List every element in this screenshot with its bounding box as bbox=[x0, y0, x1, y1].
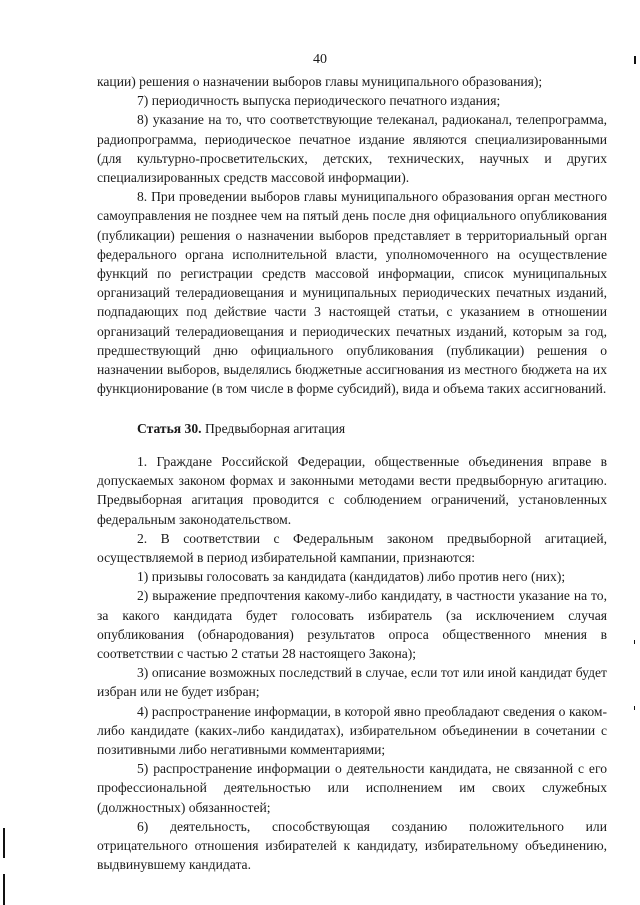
scan-edge-mark bbox=[634, 56, 636, 64]
article-title: Предвыборная агитация bbox=[204, 421, 346, 436]
scan-edge-mark bbox=[634, 640, 635, 644]
paragraph-item-2: 2) выражение предпочтения какому-либо кандидату, в частности указание на то, за какого кандидата будет голосовать избиратель (за исключением случая опубликования (обнародования) результатов опроса общественного мнения в соответствии с частью 2 статьи 28 настоящего Закона); bbox=[97, 588, 607, 662]
article-number: Статья 30. bbox=[137, 421, 202, 436]
paragraph-item-3: 3) описание возможных последствий в случае, если тот или иной кандидат будет избран или не будет избран; bbox=[97, 665, 607, 700]
body-text-top bbox=[97, 72, 607, 398]
scan-edge-mark bbox=[3, 828, 5, 858]
paragraph-continuation: кации) решения о назначении выборов главы муниципального образования); bbox=[97, 74, 543, 89]
paragraph-item-6: 6) деятельность, способствующая созданию положительного или отрицательного отношения избирателей к кандидату, избирательному объединению, выдвинувшему кандидата. bbox=[97, 818, 607, 873]
page-number: 40 bbox=[313, 52, 327, 67]
paragraph-item-5: 5) распространение информации о деятельности кандидата, не связанной с его профессиональной деятельностью или исполнением им своих служебных (должностных) обязанностей; bbox=[97, 761, 607, 815]
paragraph-item-7: 7) периодичность выпуска периодического печатного издания; bbox=[137, 93, 501, 109]
paragraph-item-1: 1) призывы голосовать за кандидата (кандидатов) либо против него (них); bbox=[137, 569, 566, 585]
paragraph-part-2: 2. В соответствии с Федеральным законом предвыборной агитацией, осуществляемой в период избирательной кампании, признаются: bbox=[97, 530, 607, 566]
body-text-bottom bbox=[97, 452, 607, 874]
paragraph-item-4: 4) распространение информации, в которой явно преобладают сведения о каком-либо кандидате (каких-либо кандидатах), избирательном объединении в сочетании с позитивными либо негативными комментариями; bbox=[97, 703, 607, 758]
scan-edge-mark bbox=[634, 706, 635, 710]
article-heading bbox=[137, 419, 345, 438]
scan-edge-mark bbox=[3, 874, 5, 905]
paragraph-part-1: 1. Граждане Российской Федерации, общественные объединения вправе в допускаемых законом формах и законными методами вести предвыборную агитацию. Предвыборная агитация проводится с соблюдением ограничений, установленных федеральным законодательством. bbox=[97, 454, 607, 527]
paragraph-part-8: 8. При проведении выборов главы муниципального образования орган местного самоуправления не позднее чем на пятый день после дня официального опубликования (публикации) решения о назначении выборов представляет в территориальный орган федерального органа исполнительной власти, уполномоченного на осуществление функций по регистрации средств массовой информации, список муниципальных организаций телерадиовещания и муниципальных периодических печатных изданий, подпадающих под действие части 3 настоящей статьи, с указанием в отношении организаций телерадиовещания и периодических печатных изданий, которым за год, предшествующий дню официального опубликования (публикации) решения о назначении выборов, выделялись бюджетные ассигнования из местного бюджета на их функционирование (в том числе в форме субсидий), вида и объема таких ассигнований. bbox=[97, 189, 607, 397]
paragraph-item-8-specialized: 8) указание на то, что соответствующие телеканал, радиоканал, телепрограмма, радиопрограмма, периодическое печатное издание являются специализированными (для культурно-просветительских, детских, технических, научных и других специализированных средств массовой информации). bbox=[97, 112, 607, 186]
